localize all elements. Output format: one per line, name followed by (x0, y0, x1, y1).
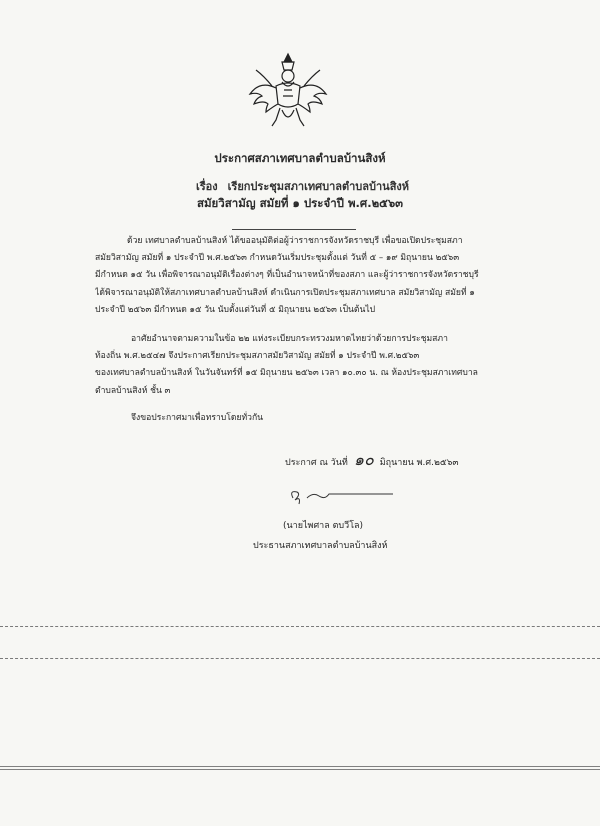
announcement-date (285, 448, 459, 473)
bottom-rule (0, 769, 600, 770)
subject-line (196, 177, 409, 195)
title-divider (232, 229, 356, 230)
date-prefix: ประกาศ ณ วันที่ (285, 458, 348, 468)
paragraph-2-line: ของเทศบาลตำบลบ้านสิงห์ ในวันจันทร์ที่ ๑๕ มิถุนายน ๒๕๖๓ เวลา ๑๐.๓๐ น. ณ ห้องประชุมสภาเทศบาล (95, 368, 478, 379)
signer-name: (นายไพศาล ตบวีโล) (283, 521, 364, 531)
paragraph-1-line: ด้วย เทศบาลตำบลบ้านสิงห์ ได้ขออนุมัติต่อผู้ว่าราชการจังหวัดราชบุรี เพื่อขอเปิดประชุมสภา (127, 236, 463, 246)
closing-line: จึงขอประกาศมาเพื่อทราบโดยทั่วกัน (131, 413, 264, 423)
subject-text: เรียกประชุมสภาเทศบาลตำบลบ้านสิงห์ (227, 180, 410, 193)
paragraph-2-line: ท้องถิ่น พ.ศ.๒๕๔๗ จึงประกาศเรียกประชุมสภาสมัยวิสามัญ สมัยที่ ๑ ประจำปี พ.ศ.๒๕๖๓ (95, 351, 420, 362)
signer-title: ประธานสภาเทศบาลตำบลบ้านสิงห์ (253, 541, 388, 551)
paragraph-1-line: ได้พิจารณาอนุมัติให้สภาเทศบาลตำบลบ้านสิงห์ ดำเนินการเปิดประชุมสภาเทศบาล สมัยวิสามัญ สมัยที่ ๑ (95, 287, 475, 298)
date-day: ๑๐ (353, 450, 374, 469)
paragraph-1-line: มีกำหนด ๑๕ วัน เพื่อพิจารณาอนุมัติเรื่องต่างๆ ที่เป็นอำนาจหน้าที่ของสภา และผู้ว่าราชการจังหวัดราชบุรี (95, 270, 479, 281)
date-suffix: มิถุนายน พ.ศ.๒๕๖๓ (379, 458, 459, 468)
paragraph-2-line: อาศัยอำนาจตามความในข้อ ๒๒ แห่งระเบียบกระทรวงมหาดไทยว่าด้วยการประชุมสภา (131, 334, 448, 344)
subject-label: เรื่อง (196, 180, 218, 193)
dashed-divider (0, 626, 600, 627)
dashed-divider (0, 658, 600, 659)
paragraph-2-line: ตำบลบ้านสิงห์ ชั้น ๓ (95, 385, 171, 396)
paragraph-1 (95, 233, 513, 319)
paragraph-1-line: ประจำปี ๒๕๖๓ มีกำหนด ๑๕ วัน นับตั้งแต่วันที่ ๕ มิถุนายน ๒๕๖๓ เป็นต้นไป (95, 304, 376, 315)
bottom-rule (0, 766, 600, 767)
signature (285, 486, 395, 506)
document-title: ประกาศสภาเทศบาลตำบลบ้านสิงห์ (214, 151, 386, 165)
paragraph-1-line: สมัยวิสามัญ สมัยที่ ๑ ประจำปี พ.ศ.๒๕๖๓ กำหนดวันเริ่มประชุมตั้งแต่ วันที่ ๕ – ๑๙ มิถุนายน ๒๕๖๓ (95, 253, 460, 264)
garuda-emblem (246, 50, 330, 130)
paragraph-2 (95, 331, 513, 400)
closing-paragraph (95, 410, 513, 427)
session-line: สมัยวิสามัญ สมัยที่ ๑ ประจำปี พ.ศ.๒๕๖๓ (196, 196, 404, 210)
